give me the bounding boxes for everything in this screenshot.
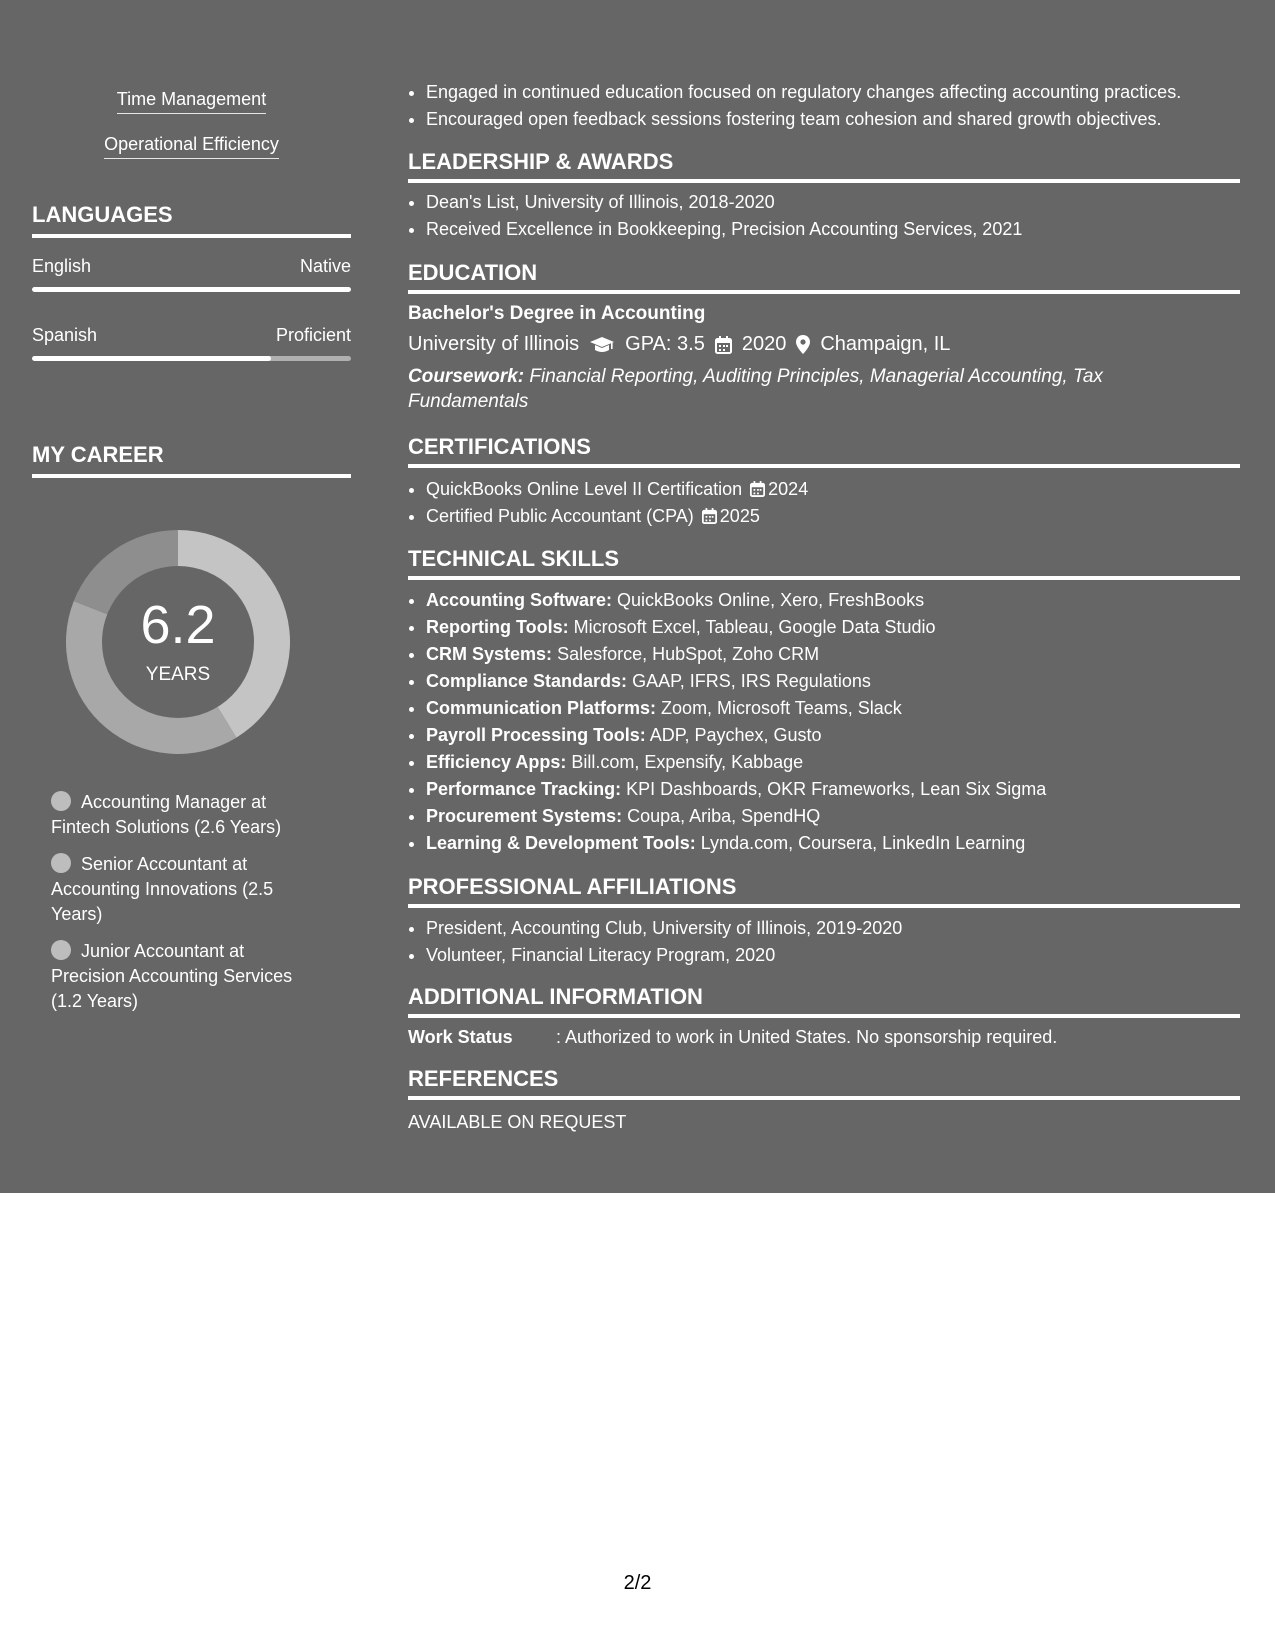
list-item — [426, 695, 1046, 722]
language-level: Proficient — [275, 325, 351, 345]
page-number: 2/2 — [623, 1572, 652, 1594]
school-location: Champaign, IL — [820, 333, 951, 355]
career-total: 6.2 — [140, 595, 216, 655]
coursework-label: Coursework: — [408, 366, 525, 387]
bullet-dot-icon — [51, 791, 71, 811]
skill-values: ADP, Paychex, Gusto — [649, 725, 822, 745]
career-item — [51, 939, 321, 1014]
skill-values: Coupa, Ariba, SpendHQ — [627, 806, 821, 826]
skill-category: Procurement Systems: — [426, 806, 623, 826]
map-pin-icon — [796, 335, 810, 354]
skill-values: Lynda.com, Coursera, LinkedIn Learning — [700, 833, 1026, 853]
certification-name: QuickBooks Online Level II Certification — [426, 479, 743, 499]
leadership-heading: LEADERSHIP & AWARDS — [408, 149, 1240, 183]
skill-category: Accounting Software: — [426, 590, 613, 610]
education-heading: EDUCATION — [408, 260, 1240, 294]
list-item — [426, 803, 1046, 830]
skill-label: Time Management — [117, 89, 266, 114]
affiliations-list — [408, 915, 902, 969]
list-item — [426, 830, 1046, 857]
skill-values: Bill.com, Expensify, Kabbage — [571, 752, 804, 772]
references-heading: REFERENCES — [408, 1066, 1240, 1100]
coursework-list: Financial Reporting, Auditing Principles, Managerial Accounting, Tax Fundamentals — [408, 366, 1103, 412]
career-item — [51, 852, 321, 927]
career-heading: MY CAREER — [32, 442, 351, 478]
language-bar — [32, 287, 351, 292]
bullet-dot-icon — [51, 940, 71, 960]
skill-values: QuickBooks Online, Xero, FreshBooks — [617, 590, 925, 610]
references-text: AVAILABLE ON REQUEST — [408, 1112, 627, 1132]
graduation-cap-icon — [589, 336, 615, 354]
work-status-label: Work Status — [408, 1027, 513, 1047]
skill-category: Efficiency Apps: — [426, 752, 567, 772]
list-item — [426, 668, 1046, 695]
skill-values: GAAP, IFRS, IRS Regulations — [632, 671, 871, 691]
language-bar-fill — [32, 287, 351, 292]
list-item: • Dean's List, University of Illinois, 2018-2020 — [426, 189, 1022, 216]
language-name: English — [32, 256, 92, 276]
list-item — [426, 614, 1046, 641]
skill-values: KPI Dashboards, OKR Frameworks, Lean Six Sigma — [626, 779, 1047, 799]
technical-skills-list — [408, 587, 1046, 857]
calendar-icon — [750, 481, 765, 497]
gpa: GPA: 3.5 — [625, 333, 705, 355]
technical-skills-heading: TECHNICAL SKILLS — [408, 546, 1240, 580]
list-item: • Engaged in continued education focused on regulatory changes affecting accounting practices. — [426, 79, 1181, 106]
language-bar-fill — [32, 356, 271, 361]
list-item — [426, 641, 1046, 668]
language-level: Native — [299, 256, 351, 276]
certifications-heading: CERTIFICATIONS — [408, 434, 1240, 468]
skill-category: Learning & Development Tools: — [426, 833, 696, 853]
career-donut-chart — [66, 530, 290, 754]
language-bar — [32, 356, 351, 361]
skill-values: Zoom, Microsoft Teams, Slack — [661, 698, 902, 718]
skill-category: Reporting Tools: — [426, 617, 569, 637]
experience-bullets — [408, 79, 1181, 133]
skill-values: Salesforce, HubSpot, Zoho CRM — [557, 644, 820, 664]
certification-year: 2024 — [768, 479, 809, 499]
skill-category: CRM Systems: — [426, 644, 553, 664]
list-item: • Volunteer, Financial Literacy Program, 2020 — [426, 942, 902, 969]
calendar-icon — [715, 336, 732, 354]
education-details — [408, 333, 950, 356]
career-label: Accounting Manager at Fintech Solutions (2.6 Years) — [51, 792, 282, 837]
coursework — [408, 364, 1188, 414]
list-item — [426, 749, 1046, 776]
school-name: University of Illinois — [408, 333, 580, 355]
skill-category: Performance Tracking: — [426, 779, 622, 799]
graduation-year: 2020 — [741, 333, 787, 355]
skill-item — [32, 134, 351, 159]
list-item: • Received Excellence in Bookkeeping, Precision Accounting Services, 2021 — [426, 216, 1022, 243]
list-item — [426, 776, 1046, 803]
career-unit: YEARS — [145, 664, 211, 685]
skill-item — [32, 89, 351, 114]
languages-heading: LANGUAGES — [32, 202, 351, 238]
language-name: Spanish — [32, 325, 98, 345]
list-item — [426, 503, 808, 530]
degree-title: Bachelor's Degree in Accounting — [408, 303, 706, 324]
calendar-icon — [702, 508, 717, 524]
career-label: Junior Accountant at Precision Accounting Services (1.2 Years) — [51, 941, 293, 1011]
additional-info-heading: ADDITIONAL INFORMATION — [408, 984, 1240, 1018]
affiliations-heading: PROFESSIONAL AFFILIATIONS — [408, 874, 1240, 908]
list-item: • Encouraged open feedback sessions fostering team cohesion and shared growth objectives. — [426, 106, 1181, 133]
skill-label: Operational Efficiency — [104, 134, 279, 159]
list-item — [426, 587, 1046, 614]
career-item — [51, 790, 321, 840]
certifications-list — [408, 476, 808, 530]
work-status-row — [408, 1027, 1057, 1048]
skill-category: Communication Platforms: — [426, 698, 657, 718]
certification-name: Certified Public Accountant (CPA) — [426, 506, 694, 526]
certification-year: 2025 — [719, 506, 760, 526]
bullet-dot-icon — [51, 853, 71, 873]
work-status-value: : Authorized to work in United States. No sponsorship required. — [556, 1027, 1058, 1047]
list-item — [426, 722, 1046, 749]
skill-category: Payroll Processing Tools: — [426, 725, 646, 745]
skill-values: Microsoft Excel, Tableau, Google Data Studio — [573, 617, 936, 637]
list-item: • President, Accounting Club, University of Illinois, 2019-2020 — [426, 915, 902, 942]
list-item — [426, 476, 808, 503]
career-label: Senior Accountant at Accounting Innovations (2.5 Years) — [51, 854, 274, 924]
leadership-list — [408, 189, 1022, 243]
skill-category: Compliance Standards: — [426, 671, 628, 691]
